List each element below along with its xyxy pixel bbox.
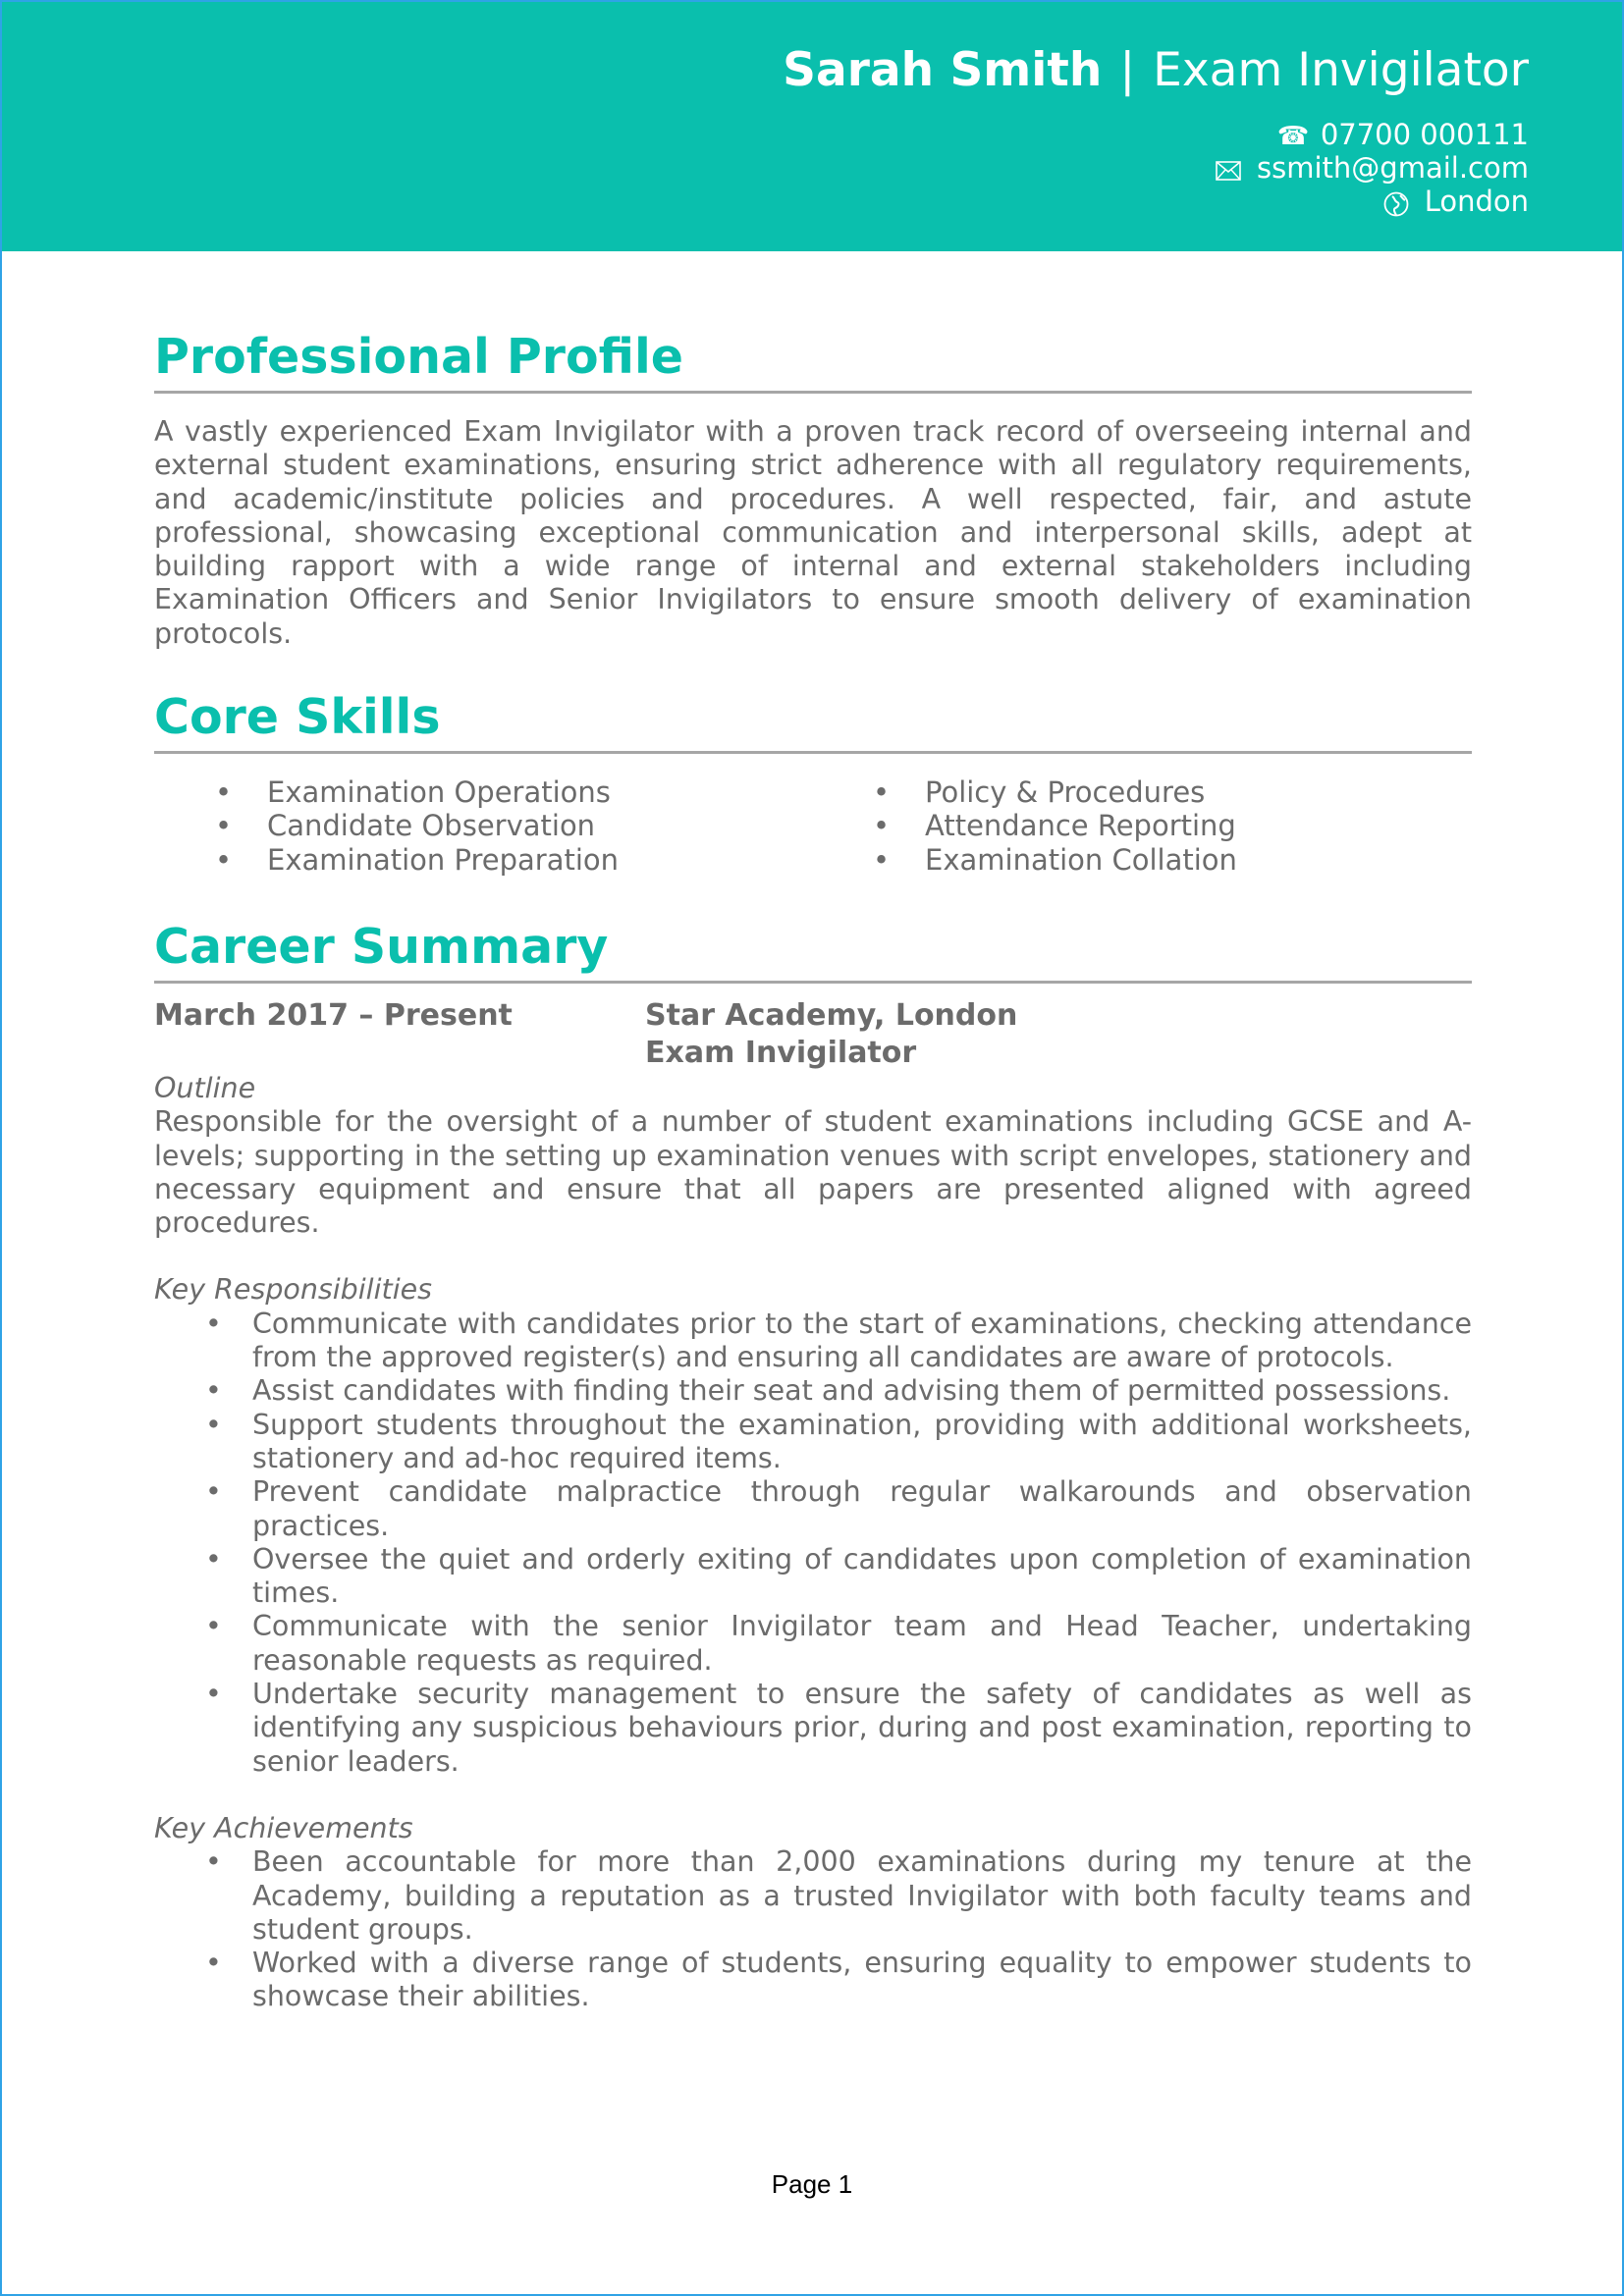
header-band [2, 2, 1622, 251]
list-item: • Undertake security management to ensure the safety of candidates as well as identifying any suspicious behaviours prior, during and post examination, reporting to senior leaders. [154, 1678, 1472, 1779]
achievements-label: Key Achievements [154, 1811, 413, 1844]
skill-item: • Candidate Observation [154, 809, 812, 842]
profile-text: A vastly experienced Exam Invigilator with a proven track record of overseeing internal and external student examinations, ensuring strict adherence with all regulatory requirements, and academic/institute policies and procedures. A well respected, fair, and astute professional, showcasing exceptional communication and interpersonal skills, adept at building rapport with a wide range of internal and external stakeholders including Examination Officers and Senior Invigilators to ensure smooth delivery of examination protocols. [154, 415, 1472, 650]
spacer [154, 1240, 1472, 1273]
globe-icon [1381, 187, 1411, 220]
skill-item: • Attendance Reporting [812, 809, 1237, 842]
job-company: Star Academy, London [645, 997, 1018, 1033]
outline-text: Responsible for the oversight of a number of student examinations including GCSE and A-levels; supporting in the setting up examination venues with script envelopes, stationery and necessary equipment and ensure that all papers are presented aligned with agreed procedures. [154, 1105, 1472, 1240]
email-address: ssmith@gmail.com [1257, 151, 1529, 185]
list-item: • Oversee the quiet and orderly exiting of candidates upon completion of examination times. [154, 1543, 1472, 1611]
list-item: • Prevent candidate malpractice through regular walkarounds and observation practices. [154, 1475, 1472, 1543]
list-item: • Communicate with candidates prior to the start of examinations, checking attendance from the approved register(s) and ensuring all candidates are aware of protocols. [154, 1308, 1472, 1375]
section-divider [154, 391, 1472, 394]
skill-item: • Examination Preparation [154, 843, 812, 877]
job-dates: March 2017 – Present [154, 997, 513, 1033]
section-divider [154, 751, 1472, 754]
page-number: Page 1 [771, 2169, 853, 2199]
job-header [154, 997, 1472, 1072]
phone-number: 07700 000111 [1320, 118, 1529, 151]
skill-item: • Examination Operations [154, 775, 812, 809]
contact-location [1214, 185, 1529, 218]
achievements-list [154, 1845, 1472, 2013]
list-item: • Assist candidates with finding their seat and advising them of permitted possessions. [154, 1374, 1472, 1408]
skills-column-right [812, 775, 1237, 877]
title-separator: | [1119, 43, 1136, 97]
skills-list [154, 775, 1472, 877]
contact-phone [1214, 118, 1529, 151]
section-title-career: Career Summary [154, 918, 609, 975]
section-divider [154, 981, 1472, 984]
responsibilities-label: Key Responsibilities [154, 1273, 432, 1307]
header-title [783, 41, 1529, 100]
skills-column-left [154, 775, 812, 877]
contact-list [1214, 118, 1529, 218]
list-item: • Been accountable for more than 2,000 examinations during my tenure at the Academy, building a reputation as a trusted Invigilator with both faculty teams and student groups. [154, 1845, 1472, 1947]
list-item: • Support students throughout the examination, providing with additional worksheets, stationery and ad-hoc required items. [154, 1409, 1472, 1476]
list-item: • Communicate with the senior Invigilator team and Head Teacher, undertaking reasonable requests as required. [154, 1610, 1472, 1678]
section-title-skills: Core Skills [154, 689, 441, 746]
resume-body [154, 324, 1472, 2014]
candidate-name: Sarah Smith [783, 43, 1103, 97]
job-role: Exam Invigilator [645, 1035, 917, 1070]
skill-item: • Examination Collation [812, 843, 1237, 877]
spacer [154, 1779, 1472, 1812]
location: London [1424, 185, 1529, 218]
section-title-profile: Professional Profile [154, 329, 683, 385]
skill-item: • Policy & Procedures [812, 775, 1237, 809]
envelope-icon [1214, 153, 1243, 187]
contact-email [1214, 151, 1529, 185]
outline-label: Outline [154, 1071, 256, 1104]
list-item: • Worked with a diverse range of students, ensuring equality to empower students to showcase their abilities. [154, 1947, 1472, 2014]
phone-icon: ☎ [1276, 122, 1310, 151]
responsibilities-list [154, 1308, 1472, 1779]
candidate-role: Exam Invigilator [1153, 43, 1529, 97]
